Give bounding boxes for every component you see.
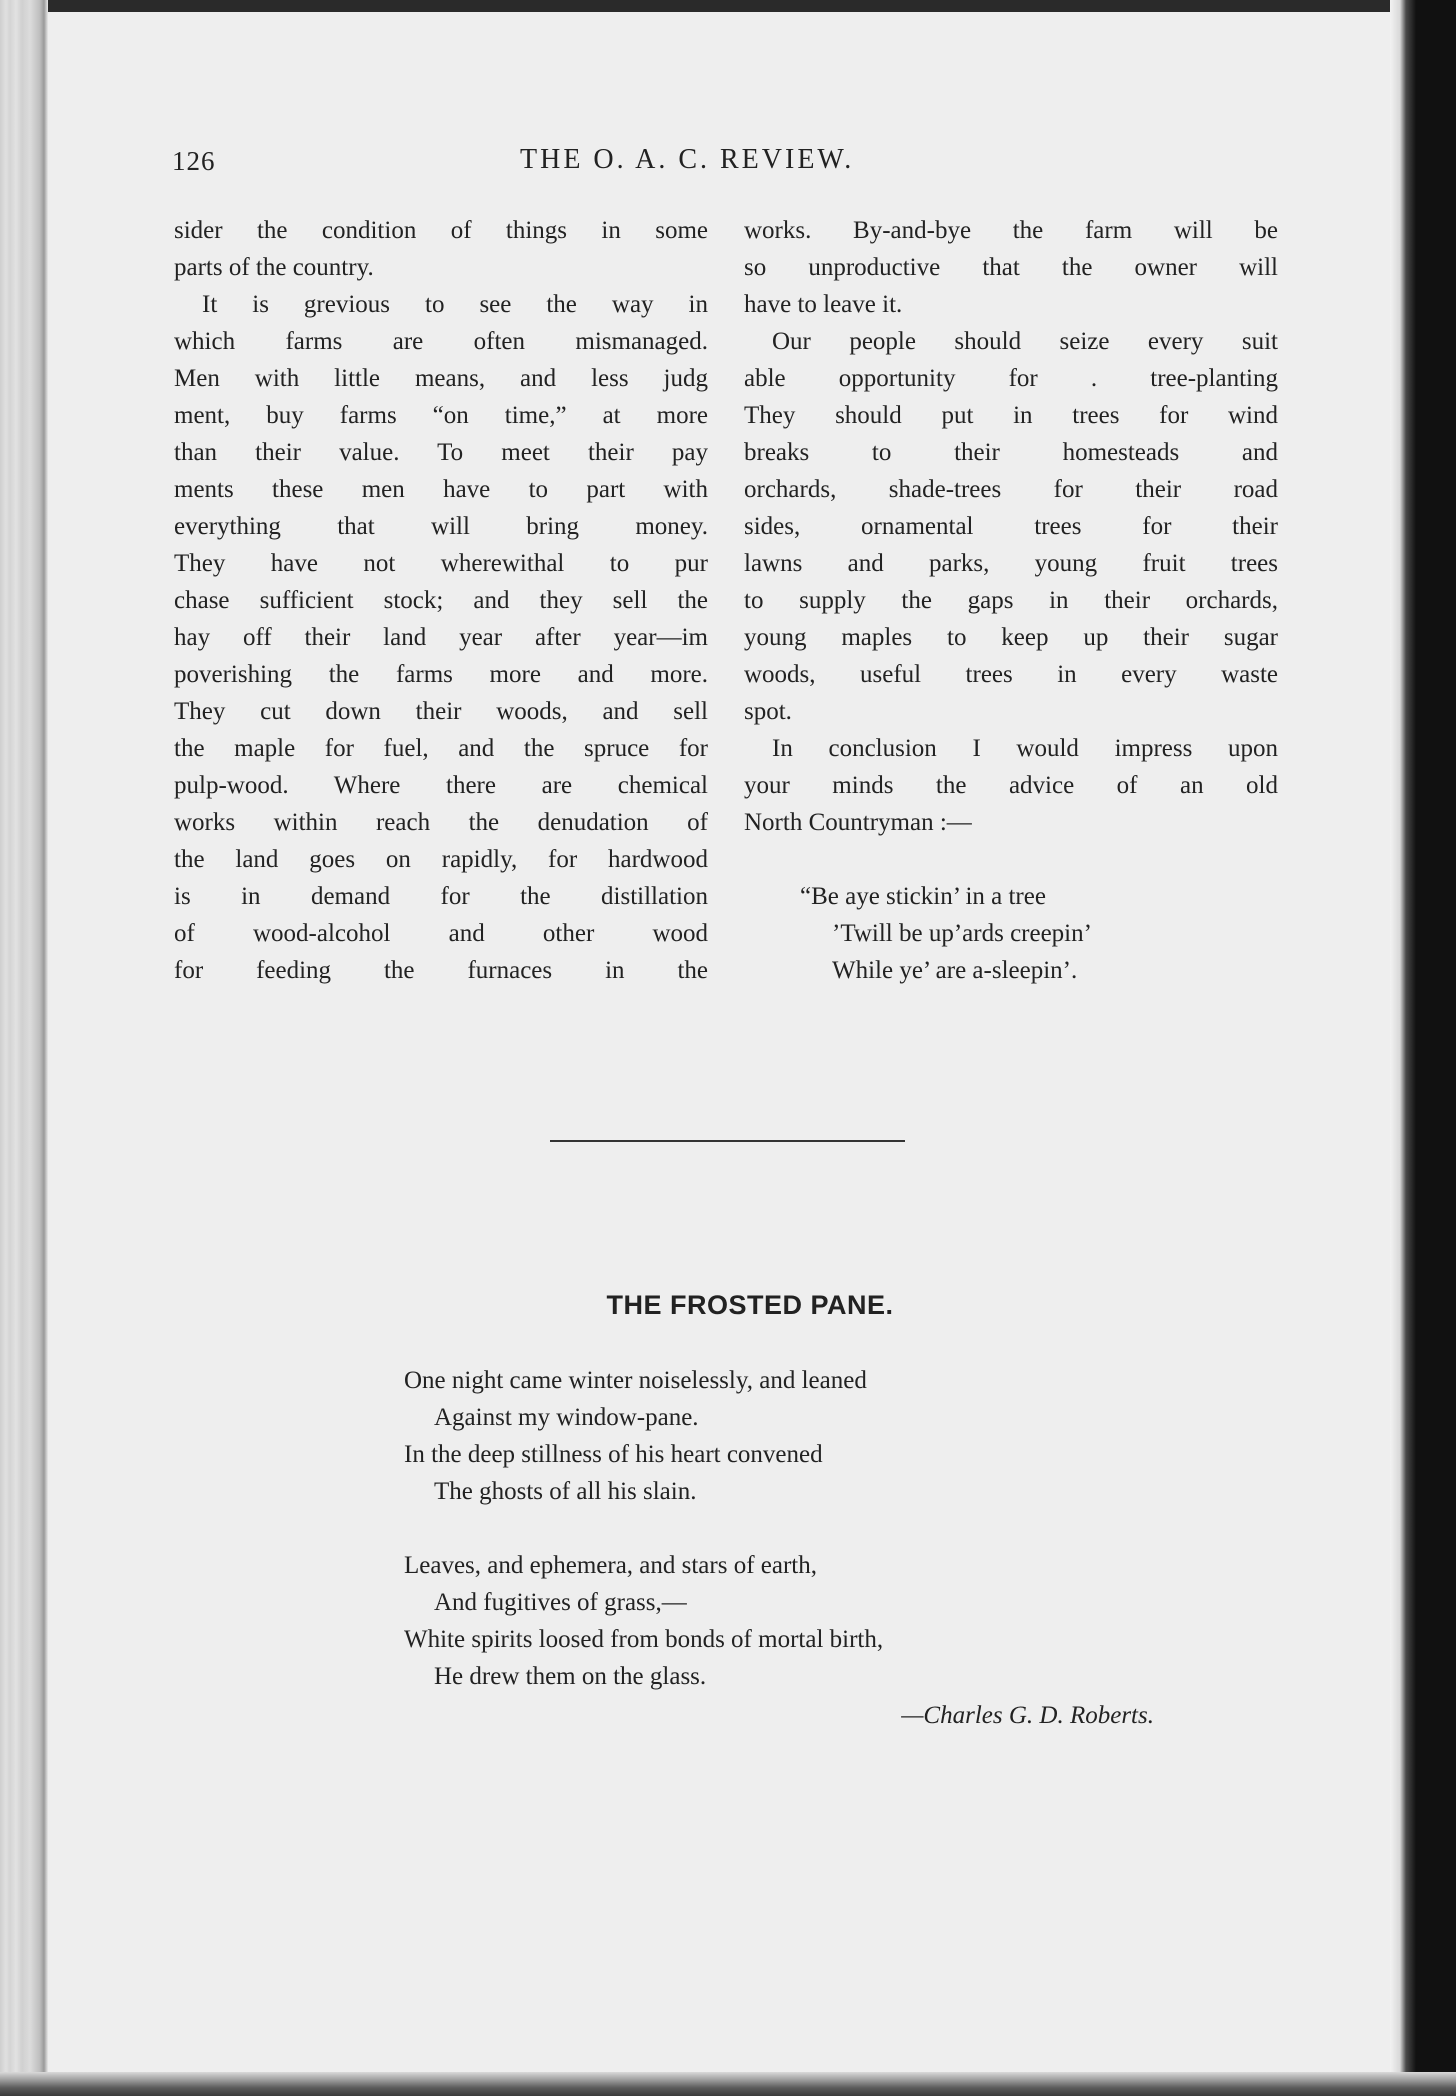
text-line: is in demand for the distillation [174,883,708,910]
poem-attribution: —Charles G. D. Roberts. [901,1702,1154,1729]
book-page-edges [0,0,48,2096]
text-line: which farms are often mismanaged. [174,328,708,355]
text-line: It is grevious to see the way in [202,291,708,318]
text-line: your minds the advice of an old [744,772,1278,799]
verse-line: “Be aye stickin’ in a tree [800,883,1046,910]
poem-line: He drew them on the glass. [434,1663,707,1690]
text-line: parts of the country. [174,254,374,281]
poem-line: The ghosts of all his slain. [434,1478,697,1505]
verse-line: ’Twill be up’ards creepin’ [832,920,1092,947]
poem-line: And fugitives of grass,— [434,1589,687,1616]
scan-right-edge [1390,0,1456,2096]
verse-line: While ye’ are a-sleepin’. [832,957,1078,984]
text-line: of wood-alcohol and other wood [174,920,708,947]
text-line: have to leave it. [744,291,903,318]
text-line: for feeding the furnaces in the [174,957,708,984]
poem-line: White spirits loosed from bonds of mortal birth, [404,1626,884,1653]
text-line: young maples to keep up their sugar [744,624,1278,651]
text-line: North Countryman :— [744,809,972,836]
text-line: sides, ornamental trees for their [744,513,1278,540]
text-line: than their value. To meet their pay [174,439,708,466]
text-line: chase sufficient stock; and they sell the [174,587,708,614]
text-line: They have not wherewithal to pur [174,550,708,577]
scan-top-edge [0,0,1456,12]
left-column [174,212,708,989]
text-line: so unproductive that the owner will [744,254,1278,281]
text-line: pulp-wood. Where there are chemical [174,772,708,799]
poem-body [404,1362,1164,1695]
text-line: able opportunity for . tree-planting [744,365,1278,392]
text-line: works within reach the denudation of [174,809,708,836]
text-line: woods, useful trees in every waste [744,661,1278,688]
text-line: everything that will bring money. [174,513,708,540]
text-line: to supply the gaps in their orchards, [744,587,1278,614]
text-line: sider the condition of things in some [174,217,708,244]
text-line: ments these men have to part with [174,476,708,503]
text-line: hay off their land year after year—im [174,624,708,651]
poem-line: In the deep stillness of his heart convened [404,1441,823,1468]
section-divider [550,1140,905,1142]
poem-title: THE FROSTED PANE. [606,1290,894,1320]
verse-gap [744,841,1278,878]
text-line: works. By-and-bye the farm will be [744,217,1278,244]
text-line: Our people should seize every suit [772,328,1278,355]
text-line: the maple for fuel, and the spruce for [174,735,708,762]
text-line: the land goes on rapidly, for hardwood [174,846,708,873]
right-column [744,212,1278,989]
text-line: lawns and parks, young fruit trees [744,550,1278,577]
poem-line: Leaves, and ephemera, and stars of earth, [404,1552,818,1579]
text-line: In conclusion I would impress upon [772,735,1278,762]
text-line: Men with little means, and less judg [174,365,708,392]
page-number: 126 [172,146,216,176]
stanza-gap [404,1510,1164,1547]
text-line: spot. [744,698,792,725]
poem-line: One night came winter noiselessly, and leaned [404,1367,867,1394]
running-head: THE O. A. C. REVIEW. [520,144,855,175]
text-line: They cut down their woods, and sell [174,698,708,725]
text-line: ment, buy farms “on time,” at more [174,402,708,429]
scan-bottom-edge [0,2072,1456,2096]
poem-line: Against my window-pane. [434,1404,699,1431]
text-line: poverishing the farms more and more. [174,661,708,688]
text-line: breaks to their homesteads and [744,439,1278,466]
text-line: They should put in trees for wind [744,402,1278,429]
text-line: orchards, shade-trees for their road [744,476,1278,503]
